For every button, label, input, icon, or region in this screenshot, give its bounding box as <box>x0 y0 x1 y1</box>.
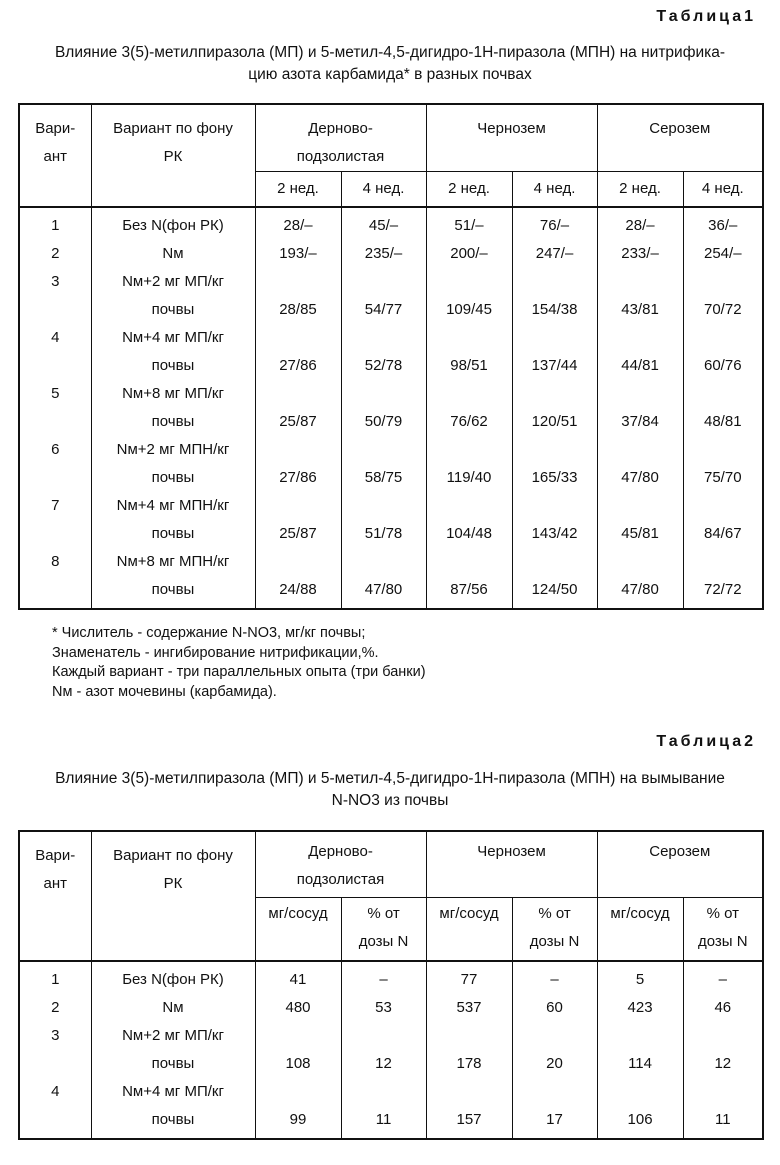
header-soil-chernozem: Чернозем <box>426 831 597 897</box>
table-cell: 12 <box>341 1022 426 1078</box>
table-cell: 46 <box>683 994 763 1022</box>
table-cell: 106 <box>597 1078 683 1139</box>
table-cell: 157 <box>426 1078 512 1139</box>
table-cell: 193/– <box>255 240 341 268</box>
table-cell: 247/– <box>512 240 597 268</box>
row-number: 3 <box>51 1027 60 1044</box>
subheader-mg: мг/сосуд <box>426 897 512 961</box>
table2-caption-line1: Влияние 3(5)-метилпиразола (МП) и 5-метил-4,5-дигидро-1Н-пиразола (МПН) на вымывание <box>55 770 725 787</box>
table-cell: 84/67 <box>683 492 763 548</box>
table-cell: 120/51 <box>512 380 597 436</box>
table-row <box>19 324 763 380</box>
table-cell: 60 <box>512 994 597 1022</box>
row-description: Nм+8 мг МПН/кг почвы <box>91 548 255 609</box>
table-cell: 124/50 <box>512 548 597 609</box>
row-number: 6 <box>51 441 60 458</box>
table-row <box>19 240 763 268</box>
subheader-pct: % от дозы N <box>512 897 597 961</box>
row-number: 2 <box>51 999 60 1016</box>
table-cell: 50/79 <box>341 380 426 436</box>
table-row <box>19 436 763 492</box>
table-cell: 75/70 <box>683 436 763 492</box>
subheader: 2 нед. <box>426 172 512 208</box>
table-cell: 87/56 <box>426 548 512 609</box>
row-description: Nм <box>91 240 255 268</box>
table-row <box>19 1022 763 1078</box>
row-number: 8 <box>51 553 60 570</box>
table-cell: 25/87 <box>255 380 341 436</box>
table-cell: 165/33 <box>512 436 597 492</box>
header-variant: Вари- ант <box>19 104 91 207</box>
table-cell: 235/– <box>341 240 426 268</box>
header-soil-serozem: Серозем <box>597 831 763 897</box>
subheader-pct: % от дозы N <box>683 897 763 961</box>
row-description: Nм <box>91 994 255 1022</box>
header-background: Вариант по фону РК <box>91 831 255 961</box>
table2 <box>18 830 764 1140</box>
table-cell: 51/78 <box>341 492 426 548</box>
row-description: Nм+2 мг МПН/кг почвы <box>91 436 255 492</box>
table-cell: 47/80 <box>341 548 426 609</box>
table-cell: 27/86 <box>255 324 341 380</box>
row-number: 3 <box>51 273 60 290</box>
table-cell: 104/48 <box>426 492 512 548</box>
table-cell: 11 <box>341 1078 426 1139</box>
table-cell: 76/62 <box>426 380 512 436</box>
table-cell: 36/– <box>683 207 763 240</box>
table1-body <box>19 207 763 609</box>
table-row <box>19 994 763 1022</box>
table-cell: 54/77 <box>341 268 426 324</box>
table-cell: 137/44 <box>512 324 597 380</box>
table2-body <box>19 961 763 1139</box>
table-cell: 17 <box>512 1078 597 1139</box>
table-cell: 72/72 <box>683 548 763 609</box>
table-cell: 119/40 <box>426 436 512 492</box>
row-description: Nм+8 мг МП/кг почвы <box>91 380 255 436</box>
table-cell: 233/– <box>597 240 683 268</box>
table-cell: 60/76 <box>683 324 763 380</box>
table-cell: 58/75 <box>341 436 426 492</box>
row-number: 2 <box>51 245 60 262</box>
table-cell: 108 <box>255 1022 341 1078</box>
table-cell: 43/81 <box>597 268 683 324</box>
table-row <box>19 1078 763 1139</box>
table-row <box>19 268 763 324</box>
header-soil-sod-podzolic: Дерново- подзолистая <box>255 104 426 172</box>
note-line: * Числитель - содержание N-NO3, мг/кг почвы; <box>52 625 366 641</box>
row-number: 4 <box>51 329 60 346</box>
table-cell: 114 <box>597 1022 683 1078</box>
table1-caption-line1: Влияние 3(5)-метилпиразола (МП) и 5-метил-4,5-дигидро-1Н-пиразола (МПН) на нитрифика- <box>54 44 726 61</box>
table-cell: 44/81 <box>597 324 683 380</box>
table-row <box>19 207 763 240</box>
table-row <box>19 380 763 436</box>
table2-label: Таблица2 <box>656 733 756 750</box>
row-description: Без N(фон РК) <box>91 961 255 994</box>
table-cell: 5 <box>597 961 683 994</box>
table-cell: 47/80 <box>597 548 683 609</box>
table-cell: 37/84 <box>597 380 683 436</box>
subheader-pct: % от дозы N <box>341 897 426 961</box>
table-cell: 28/– <box>597 207 683 240</box>
table-cell: 53 <box>341 994 426 1022</box>
table-cell: 48/81 <box>683 380 763 436</box>
row-description: Nм+4 мг МПН/кг почвы <box>91 492 255 548</box>
table1-caption-line2: цию азота карбамида* в разных почвах <box>248 66 532 83</box>
row-number: 1 <box>51 217 60 234</box>
table-row <box>19 492 763 548</box>
subheader: 2 нед. <box>597 172 683 208</box>
table-cell: 423 <box>597 994 683 1022</box>
row-description: Nм+4 мг МП/кг почвы <box>91 324 255 380</box>
note-line: Nм - азот мочевины (карбамида). <box>52 683 277 700</box>
note-line: Знаменатель - ингибирование нитрификации,%. <box>52 644 379 661</box>
subheader: 2 нед. <box>255 172 341 208</box>
table-cell: 47/80 <box>597 436 683 492</box>
row-description: Nм+2 мг МП/кг почвы <box>91 1022 255 1078</box>
table-cell: 254/– <box>683 240 763 268</box>
row-number: 4 <box>51 1083 60 1100</box>
header-background: Вариант по фону РК <box>91 104 255 207</box>
table1 <box>18 103 764 610</box>
table-cell: 12 <box>683 1022 763 1078</box>
table-cell: 178 <box>426 1022 512 1078</box>
table-cell: 109/45 <box>426 268 512 324</box>
table1-label: Таблица1 <box>656 8 756 25</box>
table-cell: 45/– <box>341 207 426 240</box>
table-cell: 200/– <box>426 240 512 268</box>
table1-notes <box>52 624 426 702</box>
table-cell: – <box>683 961 763 994</box>
subheader: 4 нед. <box>512 172 597 208</box>
table-cell: 70/72 <box>683 268 763 324</box>
table-cell: 99 <box>255 1078 341 1139</box>
table-cell: 51/– <box>426 207 512 240</box>
table-cell: 28/– <box>255 207 341 240</box>
header-soil-chernozem: Чернозем <box>426 104 597 172</box>
table-cell: 537 <box>426 994 512 1022</box>
row-number: 1 <box>51 971 60 988</box>
row-description: Nм+4 мг МП/кг почвы <box>91 1078 255 1139</box>
table-cell: 28/85 <box>255 268 341 324</box>
table-cell: – <box>512 961 597 994</box>
row-number: 7 <box>51 497 60 514</box>
table-cell: 98/51 <box>426 324 512 380</box>
table-cell: 27/86 <box>255 436 341 492</box>
table-cell: 41 <box>255 961 341 994</box>
header-soil-serozem: Серозем <box>597 104 763 172</box>
table2-caption-line2: N-NO3 из почвы <box>331 792 449 809</box>
table-cell: 77 <box>426 961 512 994</box>
table-cell: 480 <box>255 994 341 1022</box>
note-line: Каждый вариант - три параллельных опыта (три банки) <box>52 664 426 680</box>
table-cell: 24/88 <box>255 548 341 609</box>
header-soil-sod-podzolic: Дерново- подзолистая <box>255 831 426 897</box>
table-cell: – <box>341 961 426 994</box>
table-cell: 52/78 <box>341 324 426 380</box>
row-number: 5 <box>51 385 60 402</box>
subheader: 4 нед. <box>341 172 426 208</box>
table-cell: 20 <box>512 1022 597 1078</box>
table-cell: 11 <box>683 1078 763 1139</box>
table-cell: 143/42 <box>512 492 597 548</box>
table-row <box>19 548 763 609</box>
table-row <box>19 961 763 994</box>
subheader-mg: мг/сосуд <box>255 897 341 961</box>
table-cell: 45/81 <box>597 492 683 548</box>
subheader-mg: мг/сосуд <box>597 897 683 961</box>
subheader: 4 нед. <box>683 172 763 208</box>
table-cell: 154/38 <box>512 268 597 324</box>
row-description: Nм+2 мг МП/кг почвы <box>91 268 255 324</box>
header-variant: Вари- ант <box>19 831 91 961</box>
table-cell: 76/– <box>512 207 597 240</box>
row-description: Без N(фон РК) <box>91 207 255 240</box>
table-cell: 25/87 <box>255 492 341 548</box>
